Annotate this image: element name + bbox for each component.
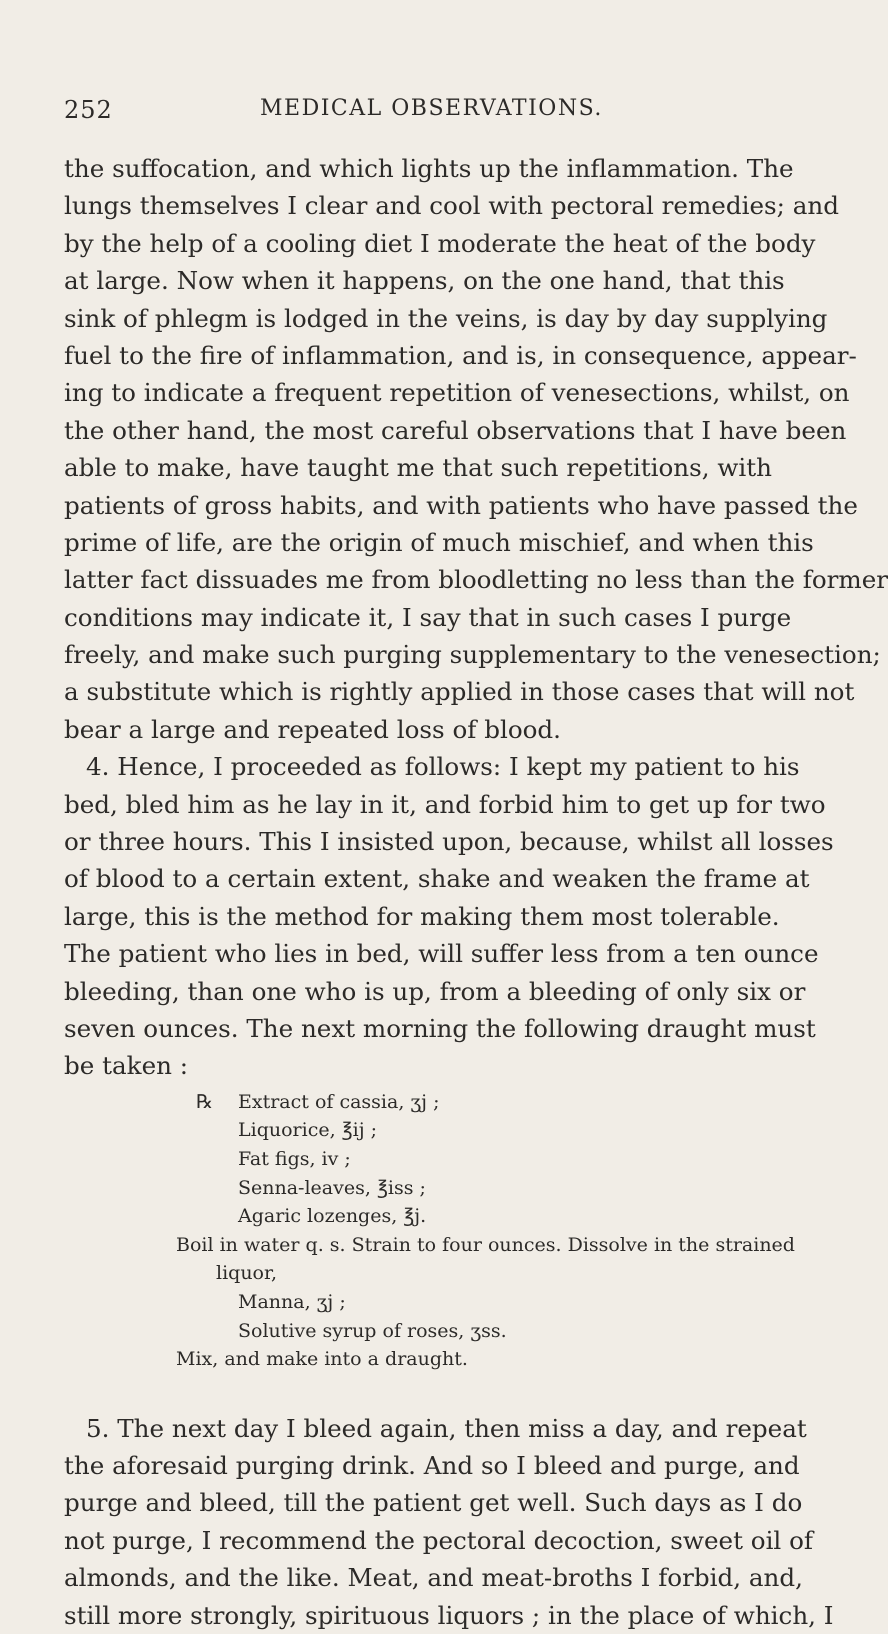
text-line: lungs themselves I clear and cool with pectoral remedies; and — [64, 191, 839, 221]
text-line: The patient who lies in bed, will suffer less from a ten ounce — [64, 939, 819, 969]
recipe-ingredient: Extract of cassia, ʒj ; — [238, 1090, 440, 1113]
body-text — [64, 150, 888, 1634]
text-line: fuel to the fire of inflammation, and is, in consequence, appear- — [64, 340, 857, 370]
recipe-addition: Manna, ʒj ; — [238, 1290, 346, 1313]
text-line: bed, bled him as he lay in it, and forbid him to get up for two — [64, 789, 826, 819]
text-line: able to make, have taught me that such repetitions, with — [64, 453, 772, 483]
text-line: 4. Hence, I proceeded as follows: I kept my patient to his — [86, 752, 800, 782]
text-line: seven ounces. The next morning the following draught must — [64, 1013, 816, 1043]
text-line: by the help of a cooling diet I moderate the heat of the body — [64, 228, 816, 258]
page-header — [0, 96, 800, 136]
recipe-symbol: ℞ — [196, 1090, 214, 1113]
text-line: prime of life, are the origin of much mischief, and when this — [64, 527, 814, 557]
text-line: bleeding, than one who is up, from a bleeding of only six or — [64, 976, 806, 1006]
recipe-mix-direction: Mix, and make into a draught. — [176, 1348, 468, 1371]
text-line: or three hours. This I insisted upon, because, whilst all losses — [64, 827, 834, 857]
text-line: conditions may indicate it, I say that in such cases I purge — [64, 602, 792, 632]
page-number: 252 — [64, 96, 113, 124]
recipe-ingredient: Fat figs, iv ; — [238, 1147, 351, 1170]
recipe-first-line — [64, 1088, 766, 1117]
text-line: a substitute which is rightly applied in those cases that will not — [64, 677, 855, 707]
text-line: not purge, I recommend the pectoral decoction, sweet oil of — [64, 1525, 814, 1555]
text-line: large, this is the method for making them most tolerable. — [64, 901, 780, 931]
recipe-ingredient: Liquorice, ℥ij ; — [238, 1119, 378, 1142]
text-line: freely, and make such purging supplementary to the venesection; — [64, 640, 881, 670]
paragraph-1 — [64, 150, 888, 748]
text-line: at large. Now when it happens, on the one hand, that this — [64, 266, 785, 296]
text-line: latter fact dissuades me from bloodletting no less than the former — [64, 565, 888, 595]
prescription — [64, 1088, 795, 1374]
text-line: of blood to a certain extent, shake and weaken the frame at — [64, 864, 810, 894]
section-spacer — [64, 1374, 766, 1410]
text-line: the other hand, the most careful observations that I have been — [64, 415, 847, 445]
recipe-instruction-continued: liquor, — [216, 1262, 278, 1285]
text-line: still more strongly, spirituous liquors ; in the place of which, I — [64, 1600, 834, 1630]
text-line: patients of gross habits, and with patients who have passed the — [64, 490, 858, 520]
text-line: the suffocation, and which lights up the inflammation. The — [64, 154, 794, 183]
paragraph-3 — [64, 1410, 834, 1634]
recipe-ingredient: Senna-leaves, ℥iss ; — [238, 1176, 426, 1199]
text-line: 5. The next day I bleed again, then miss a day, and repeat — [86, 1413, 807, 1443]
running-head: MEDICAL OBSERVATIONS. — [260, 96, 603, 121]
text-line: ing to indicate a frequent repetition of venesections, whilst, on — [64, 378, 850, 408]
recipe-addition: Solutive syrup of roses, ʒss. — [238, 1319, 507, 1342]
text-line: almonds, and the like. Meat, and meat-broths I forbid, and, — [64, 1563, 803, 1593]
text-line: the aforesaid purging drink. And so I bleed and purge, and — [64, 1451, 800, 1481]
text-line: sink of phlegm is lodged in the veins, is day by day supplying — [64, 303, 828, 333]
paragraph-2 — [64, 748, 834, 1085]
text-line: purge and bleed, till the patient get well. Such days as I do — [64, 1488, 803, 1518]
recipe-instruction: Boil in water q. s. Strain to four ounces. Dissolve in the strained — [176, 1233, 795, 1256]
text-line: bear a large and repeated loss of blood. — [64, 714, 561, 744]
text-line: be taken : — [64, 1051, 189, 1081]
recipe-ingredient: Agaric lozenges, ℥j. — [238, 1205, 427, 1228]
